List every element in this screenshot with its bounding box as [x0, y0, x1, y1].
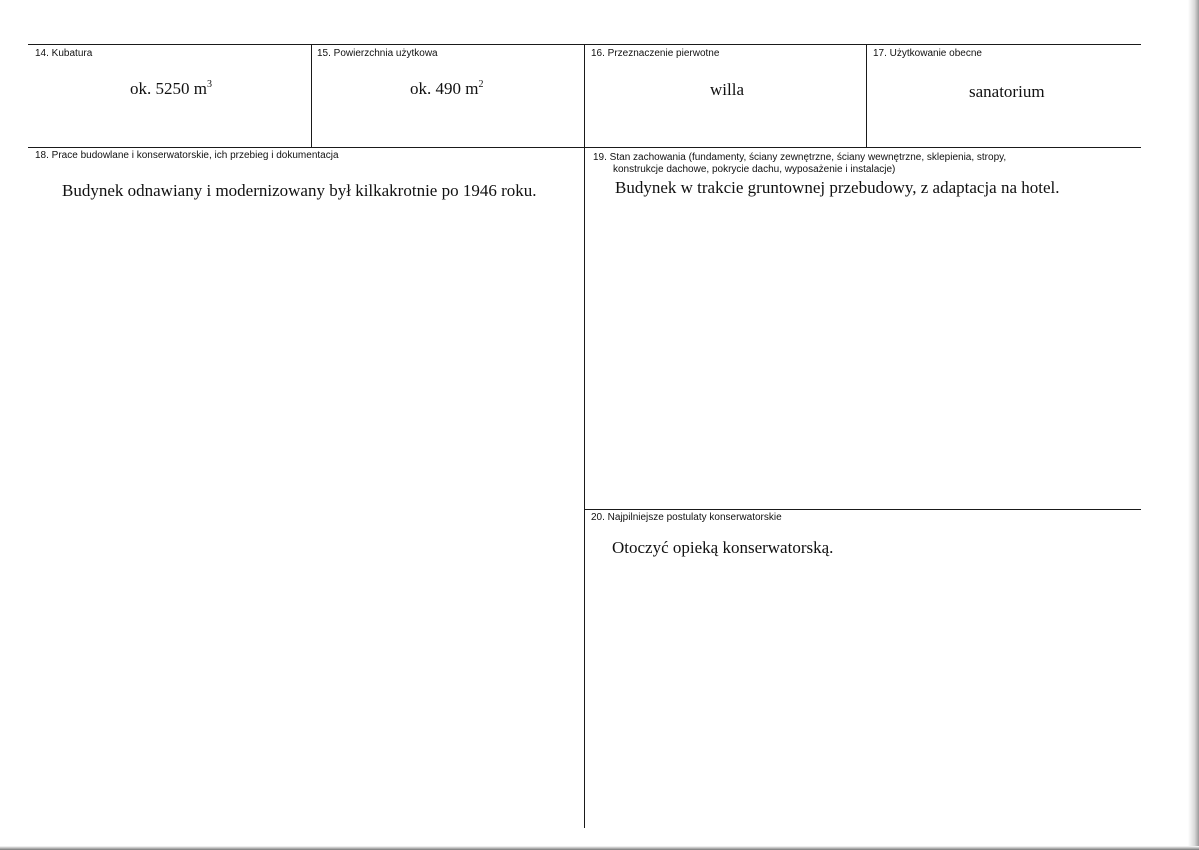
- field-18-value: Budynek odnawiany i modernizowany był kilkakrotnie po 1946 roku.: [62, 181, 537, 200]
- field-17-label: 17. Użytkowanie obecne: [873, 48, 982, 59]
- field-14-value-exponent: 3: [206, 79, 212, 90]
- col-divider-line-3: [866, 44, 867, 148]
- field-20-label: 20. Najpilniejsze postulaty konserwatorskie: [591, 512, 782, 523]
- col-divider-line-2: [584, 44, 585, 828]
- field-17-value: sanatorium: [969, 82, 1045, 101]
- scan-edge-bottom: [0, 846, 1199, 850]
- field-19-label-line-1: 19. Stan zachowania (fundamenty, ściany zewnętrzne, ściany wewnętrzne, sklepienia, stropy,: [593, 152, 1007, 163]
- field-19-value: Budynek w trakcie gruntownej przebudowy, z adaptacja na hotel.: [615, 178, 1060, 197]
- field-14-label: 14. Kubatura: [35, 48, 93, 59]
- scan-edge-right: [1188, 0, 1199, 850]
- section-20-divider-line: [584, 509, 1141, 510]
- field-15-label: 15. Powierzchnia użytkowa: [317, 48, 438, 59]
- field-15-value: [410, 79, 483, 99]
- field-16-value: willa: [710, 80, 744, 99]
- field-16-label: 16. Przeznaczenie pierwotne: [591, 48, 720, 59]
- field-20-value: Otoczyć opieką konserwatorską.: [612, 538, 834, 557]
- field-14-value-text: ok. 5250 m: [130, 79, 207, 98]
- field-18-label: 18. Prace budowlane i konserwatorskie, ich przebieg i dokumentacja: [35, 150, 339, 161]
- field-19-label-line-2: konstrukcje dachowe, pokrycie dachu, wyposażenie i instalacje): [613, 164, 896, 175]
- field-14-value: [130, 79, 212, 99]
- col-divider-line-1: [311, 44, 312, 148]
- field-15-value-text: ok. 490 m: [410, 79, 479, 98]
- field-15-value-exponent: 2: [478, 79, 484, 90]
